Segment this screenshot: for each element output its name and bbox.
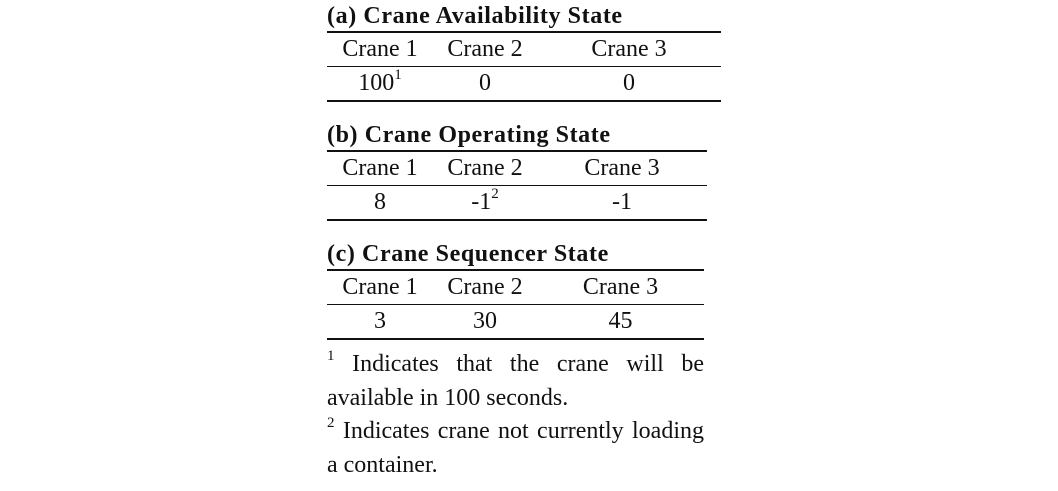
cell <box>537 186 707 219</box>
cell-value: -1 <box>612 189 632 215</box>
footnote-text: Indicates crane not currently loading a container. <box>327 418 704 478</box>
column-header: Crane 1 <box>342 154 418 181</box>
cell-value: 0 <box>623 70 635 96</box>
cell <box>433 186 537 219</box>
column-header: Crane 3 <box>584 154 660 181</box>
table-title: (a) Crane Availability State <box>327 3 623 29</box>
column-header: Crane 3 <box>582 273 659 300</box>
table-row <box>327 67 721 100</box>
cell <box>537 67 721 100</box>
cell-value: 3 <box>374 308 386 334</box>
bottom-rule <box>327 219 707 221</box>
footnote-mark: 2 <box>327 415 335 431</box>
header-row <box>327 271 704 304</box>
footnotes <box>327 348 704 482</box>
table-row <box>327 305 704 338</box>
header-row <box>327 152 707 185</box>
cell <box>327 305 433 338</box>
table-title: (b) Crane Operating State <box>327 122 611 148</box>
cell <box>433 67 537 100</box>
table-crane-availability <box>327 1 721 102</box>
bottom-rule <box>327 338 704 340</box>
footnote-mark: 1 <box>327 348 335 364</box>
column-header: Crane 1 <box>342 35 418 62</box>
footnote <box>327 348 704 415</box>
column-header: Crane 2 <box>447 35 523 62</box>
table-crane-sequencer <box>327 239 704 340</box>
footnote <box>327 415 704 482</box>
footnote-mark: 2 <box>491 186 499 202</box>
column-header: Crane 2 <box>447 154 523 181</box>
cell-value: 45 <box>608 308 633 334</box>
cell <box>327 67 433 100</box>
column-header: Crane 1 <box>342 273 418 300</box>
cell-value: 0 <box>479 70 491 96</box>
cell <box>327 186 433 219</box>
footnote-text: Indicates that the crane will be available in 100 seconds. <box>327 351 705 411</box>
column-header: Crane 3 <box>591 35 667 62</box>
cell <box>433 305 537 338</box>
table-crane-operating <box>327 120 707 221</box>
table-row <box>327 186 707 219</box>
header-row <box>327 33 721 66</box>
cell-value: -1 <box>471 189 492 215</box>
cell-value: 100 <box>358 70 395 96</box>
cell <box>537 305 704 338</box>
column-header: Crane 2 <box>447 273 523 300</box>
cell-value: 30 <box>473 308 497 334</box>
bottom-rule <box>327 100 721 102</box>
table-title: (c) Crane Sequencer State <box>327 241 609 267</box>
cell-value: 8 <box>374 189 386 215</box>
footnote-mark: 1 <box>394 67 402 83</box>
